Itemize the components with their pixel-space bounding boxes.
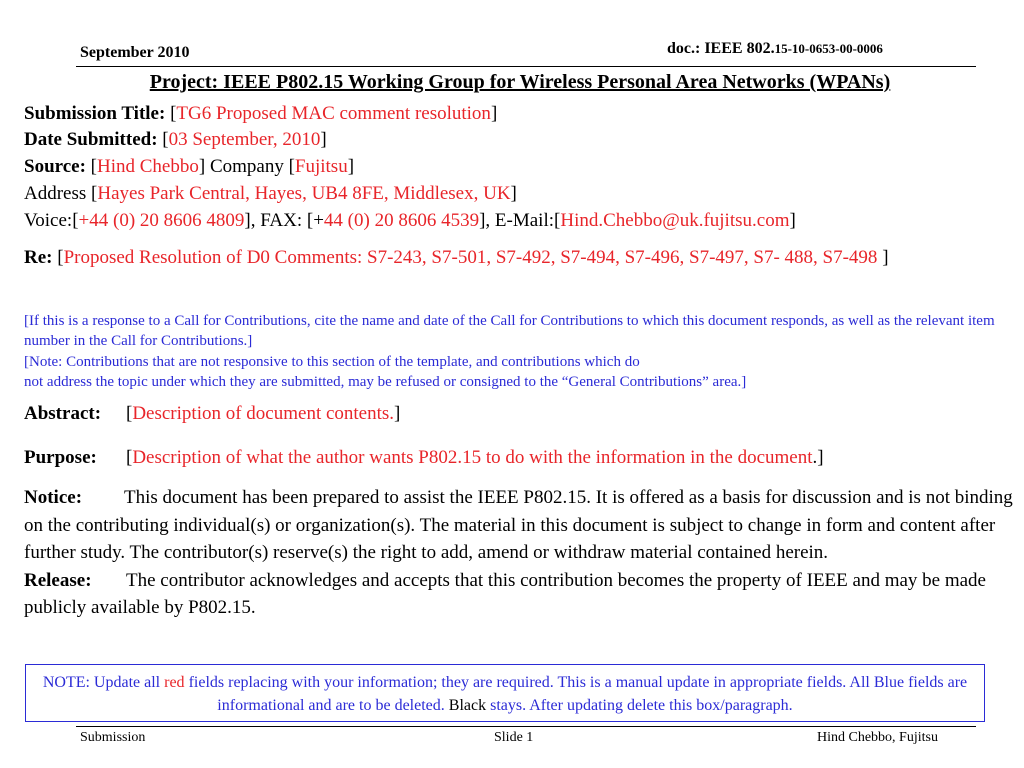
doc-id-prefix: doc.: IEEE 802.	[667, 40, 775, 57]
abstract-label: Abstract:	[24, 403, 102, 424]
contact-line: Voice:[+44 (0) 20 8606 4809], FAX: [+44 (0) 20 8606 4539], E-Mail:[Hind.Chebbo@uk.fujitsu.com]	[24, 210, 796, 231]
header-doc-id	[667, 40, 883, 58]
submission-title-label: Submission Title:	[24, 103, 166, 124]
footer-submission: Submission	[80, 730, 146, 745]
re-value[interactable]: Proposed Resolution of D0 Comments: S7-243, S7-501, S7-492, S7-494, S7-496, S7-497, S7- 488, S7-498	[63, 247, 883, 268]
re-line: Re: [Proposed Resolution of D0 Comments: S7-243, S7-501, S7-492, S7-494, S7-496, S7-497, S7- 488, S7-498 ]	[24, 247, 889, 268]
source-name[interactable]: Hind Chebbo	[97, 156, 199, 177]
submission-title-line: Submission Title: [TG6 Proposed MAC comment resolution]	[24, 103, 498, 124]
voice-label: Voice:	[24, 210, 73, 231]
note-box-red-word: red	[164, 674, 185, 691]
address-line: Address [Hayes Park Central, Hayes, UB4 8FE, Middlesex, UK]	[24, 183, 517, 204]
address-label: Address	[24, 183, 87, 204]
responsiveness-note-line2: not address the topic under which they are submitted, may be refused or consigned to the “General Contributions” area.]	[24, 374, 747, 390]
doc-id-suffix: 15-10-0653-00-0006	[774, 41, 883, 56]
note-box-part2: fields replacing with your information; they are required. This is a manual update in appropriate fields. All Blue fields are informational and are to be deleted.	[184, 674, 968, 714]
notice-label: Notice:	[24, 487, 83, 508]
source-line: Source: [Hind Chebbo] Company [Fujitsu]	[24, 156, 355, 177]
address-value[interactable]: Hayes Park Central, Hayes, UB4 8FE, Middlesex, UK	[97, 183, 511, 204]
header-date: September 2010	[80, 44, 190, 61]
purpose-line: Purpose: [Description of what the author wants P802.15 to do with the information in the document.]	[24, 447, 824, 468]
company-label: Company	[209, 156, 284, 177]
abstract-line: Abstract: [Description of document contents.]	[24, 403, 401, 424]
footer-author: Hind Chebbo, Fujitsu	[817, 730, 938, 745]
release-label: Release:	[24, 569, 92, 591]
header-rule	[76, 66, 976, 67]
date-submitted-value[interactable]: 03 September, 2010	[168, 129, 321, 150]
company-value[interactable]: Fujitsu	[294, 156, 348, 177]
fax-label: FAX:	[260, 210, 303, 231]
email-value[interactable]: Hind.Chebbo@uk.fujitsu.com	[560, 210, 790, 231]
note-box-part1: NOTE: Update all	[42, 674, 165, 691]
footer-rule	[76, 726, 976, 727]
date-submitted-line: Date Submitted: [03 September, 2010]	[24, 129, 327, 150]
notice-text: This document has been prepared to assist the IEEE P802.15. It is offered as a basis for discussion and is not binding on the contributing individual(s) or organization(s). The material in this document is subject to change in form and content after further study. The contributor(s) reserve(s) the right to add, amend or withdraw material contained herein.	[24, 487, 1013, 563]
notice-release-block	[24, 484, 1019, 622]
voice-value[interactable]: +44 (0) 20 8606 4809	[78, 210, 245, 231]
purpose-label: Purpose:	[24, 447, 97, 468]
responsiveness-note-line1: [Note: Contributions that are not responsive to this section of the template, and contributions which do	[24, 354, 640, 370]
responsiveness-note	[24, 352, 1019, 392]
note-box-black-word: Black	[448, 697, 487, 714]
date-submitted-label: Date Submitted:	[24, 129, 158, 150]
fax-plus: +	[313, 210, 324, 231]
email-label: E-Mail:	[494, 210, 555, 231]
source-label: Source:	[24, 156, 86, 177]
re-label: Re:	[24, 247, 53, 268]
note-box-part3: stays. After updating delete this box/paragraph.	[486, 697, 793, 714]
submission-title-value[interactable]: TG6 Proposed MAC comment resolution	[176, 103, 491, 124]
update-note-box[interactable]	[25, 664, 985, 722]
project-title: Project: IEEE P802.15 Working Group for Wireless Personal Area Networks (WPANs)	[149, 71, 891, 93]
release-text: The contributor acknowledges and accepts that this contribution becomes the property of IEEE and may be made publicly available by P802.15.	[24, 569, 986, 618]
abstract-value[interactable]: Description of document contents.	[132, 403, 395, 424]
purpose-value[interactable]: Description of what the author wants P802.15 to do with the information in the document	[132, 447, 813, 468]
call-for-contributions-note: [If this is a response to a Call for Contributions, cite the name and date of the Call for Contributions to which this document responds, as well as the relevant item number in the Call for Contributions.]	[24, 313, 995, 349]
fax-value[interactable]: 44 (0) 20 8606 4539	[323, 210, 480, 231]
footer-slide-number: Slide 1	[494, 730, 534, 745]
